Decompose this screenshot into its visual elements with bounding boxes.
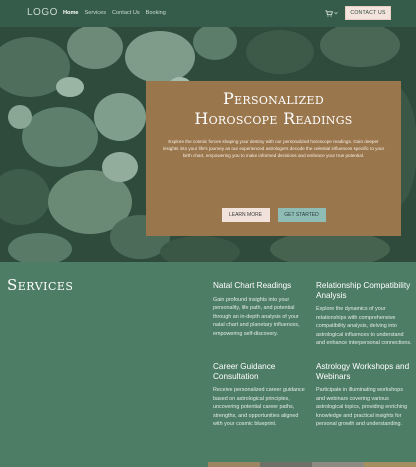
service-title: Natal Chart Readings <box>213 281 292 290</box>
top-nav <box>0 0 416 27</box>
nav-link-services[interactable]: Services <box>84 10 106 16</box>
nav-link-home[interactable]: Home <box>63 10 79 16</box>
service-title: Astrology Workshops and Webinars <box>316 362 410 381</box>
hero-title-line-2: Horoscope Readings <box>194 109 353 128</box>
get-started-button[interactable]: GET STARTED <box>278 208 326 222</box>
service-relationship-compatibility <box>316 281 412 348</box>
services-heading: Services <box>7 276 74 294</box>
nav-link-booking[interactable]: Booking <box>145 10 166 16</box>
image-strip <box>208 462 416 467</box>
service-astrology-workshops <box>316 362 412 429</box>
learn-more-button[interactable]: LEARN MORE <box>222 208 270 222</box>
chevron-down-icon <box>334 11 338 15</box>
service-natal-chart <box>213 281 309 338</box>
cart-button[interactable] <box>325 9 339 17</box>
nav-link-contact-us[interactable]: Contact Us <box>112 10 140 16</box>
service-description: Gain profound insights into your personality, life path, and potential through an in-depth analysis of your natal chart and planetary influences, empowering self-discovery. <box>213 296 300 337</box>
services-section <box>0 262 416 467</box>
logo[interactable]: LOGO <box>27 7 58 18</box>
hero-title-line-1: Personalized <box>223 89 324 108</box>
nav-links <box>63 10 166 16</box>
hero-title <box>146 89 401 129</box>
service-career-guidance <box>213 362 309 429</box>
cart-icon <box>325 10 333 17</box>
hero-description: Explore the cosmic forces shaping your destiny with our personalized horoscope readings. Gain deeper insights into your life's journey as our experienced astrologers decode the celestial influences specific to your birth chart, empowering you to make informed decisions and embrace your true potential. <box>162 139 385 158</box>
hero-section <box>0 27 416 262</box>
service-description: Receive personalized career guidance based on astrological principles, uncovering potential career paths, strengths, and opportunities aligned with your cosmic blueprint. <box>213 387 305 428</box>
hero-card <box>146 81 401 236</box>
service-description: Explore the dynamics of your relationships with comprehensive compatibility analysis, delving into astrological influences to understand and enhance interpersonal connections. <box>316 306 412 347</box>
contact-us-button[interactable]: CONTACT US <box>345 6 391 20</box>
service-description: Participate in illuminating workshops and webinars covering various astrological topics, providing enriching knowledge and practical insights for personal growth and understanding. <box>316 387 408 428</box>
service-title: Relationship Compatibility Analysis <box>316 281 411 300</box>
service-title: Career Guidance Consultation <box>213 362 276 381</box>
hero-buttons <box>146 208 401 222</box>
